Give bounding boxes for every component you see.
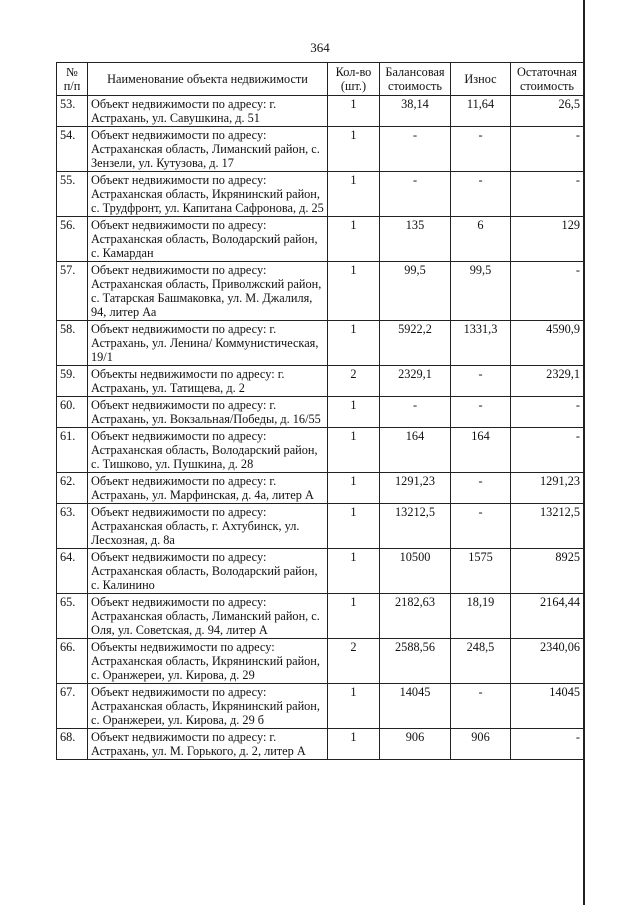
header-balance: Балансовая стоимость (380, 63, 451, 96)
wear-value: - (451, 684, 511, 729)
property-name: Объект недвижимости по адресу: г. Астрахань, ул. Марфинская, д. 4а, литер А (88, 473, 328, 504)
quantity: 1 (328, 549, 380, 594)
balance-value: 10500 (380, 549, 451, 594)
table-row (57, 366, 584, 397)
quantity: 1 (328, 262, 380, 321)
row-number: 55. (57, 172, 88, 217)
balance-value: - (380, 172, 451, 217)
residual-value: - (511, 127, 584, 172)
wear-value: - (451, 397, 511, 428)
quantity: 1 (328, 217, 380, 262)
balance-value: 1291,23 (380, 473, 451, 504)
table-row (57, 127, 584, 172)
quantity: 1 (328, 504, 380, 549)
property-name: Объект недвижимости по адресу: Астраханская область, г. Ахтубинск, ул. Лесхозная, д. 8а (88, 504, 328, 549)
table-row (57, 504, 584, 549)
row-number: 59. (57, 366, 88, 397)
property-name: Объекты недвижимости по адресу: г. Астрахань, ул. Татищева, д. 2 (88, 366, 328, 397)
header-qty: Кол-во (шт.) (328, 63, 380, 96)
quantity: 1 (328, 397, 380, 428)
property-name: Объект недвижимости по адресу: г. Астрахань, ул. Ленина/ Коммунистическая, 19/1 (88, 321, 328, 366)
table-row (57, 473, 584, 504)
quantity: 1 (328, 684, 380, 729)
wear-value: - (451, 473, 511, 504)
property-name: Объект недвижимости по адресу: г. Астрахань, ул. Савушкина, д. 51 (88, 96, 328, 127)
row-number: 57. (57, 262, 88, 321)
quantity: 1 (328, 729, 380, 760)
row-number: 53. (57, 96, 88, 127)
balance-value: 2329,1 (380, 366, 451, 397)
quantity: 1 (328, 473, 380, 504)
header-residual: Остаточная стоимость (511, 63, 584, 96)
wear-value: 248,5 (451, 639, 511, 684)
wear-value: - (451, 127, 511, 172)
balance-value: 164 (380, 428, 451, 473)
quantity: 1 (328, 96, 380, 127)
property-name: Объект недвижимости по адресу: Астраханская область, Володарский район, с. Тишково, ул. Пушкина, д. 28 (88, 428, 328, 473)
balance-value: 2182,63 (380, 594, 451, 639)
residual-value: 14045 (511, 684, 584, 729)
property-name: Объект недвижимости по адресу: г. Астрахань, ул. М. Горького, д. 2, литер А (88, 729, 328, 760)
table-row (57, 594, 584, 639)
balance-value: 13212,5 (380, 504, 451, 549)
residual-value: 1291,23 (511, 473, 584, 504)
table-row (57, 397, 584, 428)
balance-value: - (380, 397, 451, 428)
residual-value: 4590,9 (511, 321, 584, 366)
quantity: 1 (328, 594, 380, 639)
property-name: Объект недвижимости по адресу: Астраханская область, Володарский район, с. Камардан (88, 217, 328, 262)
property-name: Объект недвижимости по адресу: Астраханская область, Икрянинский район, с. Оранжереи, ул. Кирова, д. 29 б (88, 684, 328, 729)
property-name: Объект недвижимости по адресу: Астраханская область, Володарский район, с. Калинино (88, 549, 328, 594)
balance-value: - (380, 127, 451, 172)
wear-value: - (451, 504, 511, 549)
wear-value: 6 (451, 217, 511, 262)
property-name: Объекты недвижимости по адресу: Астраханская область, Икрянинский район, с. Оранжереи, ул. Кирова, д. 29 (88, 639, 328, 684)
balance-value: 14045 (380, 684, 451, 729)
residual-value: 129 (511, 217, 584, 262)
wear-value: 906 (451, 729, 511, 760)
quantity: 1 (328, 321, 380, 366)
quantity: 1 (328, 127, 380, 172)
quantity: 1 (328, 428, 380, 473)
table-row (57, 549, 584, 594)
balance-value: 135 (380, 217, 451, 262)
table-row (57, 262, 584, 321)
row-number: 63. (57, 504, 88, 549)
wear-value: 11,64 (451, 96, 511, 127)
property-name: Объект недвижимости по адресу: Астраханская область, Приволжский район, с. Татарская Башмаковка, ул. М. Джалиля, 94, литер Аа (88, 262, 328, 321)
residual-value: - (511, 397, 584, 428)
residual-value: 2164,44 (511, 594, 584, 639)
row-number: 56. (57, 217, 88, 262)
property-name: Объект недвижимости по адресу: Астраханская область, Икрянинский район, с. Трудфронт, ул. Капитана Сафронова, д. 25 (88, 172, 328, 217)
wear-value: 18,19 (451, 594, 511, 639)
row-number: 58. (57, 321, 88, 366)
property-name: Объект недвижимости по адресу: Астраханская область, Лиманский район, с. Оля, ул. Советская, д. 94, литер А (88, 594, 328, 639)
table-row (57, 96, 584, 127)
property-name: Объект недвижимости по адресу: Астраханская область, Лиманский район, с. Зензели, ул. Кутузова, д. 17 (88, 127, 328, 172)
property-name: Объект недвижимости по адресу: г. Астрахань, ул. Вокзальная/Победы, д. 16/55 (88, 397, 328, 428)
wear-value: 164 (451, 428, 511, 473)
row-number: 67. (57, 684, 88, 729)
table-row (57, 428, 584, 473)
residual-value: 13212,5 (511, 504, 584, 549)
table-row (57, 684, 584, 729)
row-number: 68. (57, 729, 88, 760)
balance-value: 38,14 (380, 96, 451, 127)
property-table (56, 62, 584, 760)
residual-value: 26,5 (511, 96, 584, 127)
wear-value: 1331,3 (451, 321, 511, 366)
wear-value: 99,5 (451, 262, 511, 321)
wear-value: - (451, 366, 511, 397)
quantity: 2 (328, 366, 380, 397)
row-number: 61. (57, 428, 88, 473)
residual-value: - (511, 262, 584, 321)
balance-value: 906 (380, 729, 451, 760)
wear-value: - (451, 172, 511, 217)
table-row (57, 729, 584, 760)
balance-value: 99,5 (380, 262, 451, 321)
row-number: 62. (57, 473, 88, 504)
row-number: 66. (57, 639, 88, 684)
row-number: 65. (57, 594, 88, 639)
residual-value: - (511, 428, 584, 473)
balance-value: 5922,2 (380, 321, 451, 366)
residual-value: 2340,06 (511, 639, 584, 684)
residual-value: 8925 (511, 549, 584, 594)
balance-value: 2588,56 (380, 639, 451, 684)
row-number: 64. (57, 549, 88, 594)
quantity: 2 (328, 639, 380, 684)
page-number: 364 (310, 40, 330, 55)
quantity: 1 (328, 172, 380, 217)
table-row (57, 217, 584, 262)
residual-value: - (511, 172, 584, 217)
table-row (57, 172, 584, 217)
table-row (57, 639, 584, 684)
table-header-row (57, 63, 584, 96)
row-number: 54. (57, 127, 88, 172)
residual-value: - (511, 729, 584, 760)
header-name: Наименование объекта недвижимости (88, 63, 328, 96)
row-number: 60. (57, 397, 88, 428)
wear-value: 1575 (451, 549, 511, 594)
residual-value: 2329,1 (511, 366, 584, 397)
header-num: № п/п (57, 63, 88, 96)
header-wear: Износ (451, 63, 511, 96)
table-row (57, 321, 584, 366)
